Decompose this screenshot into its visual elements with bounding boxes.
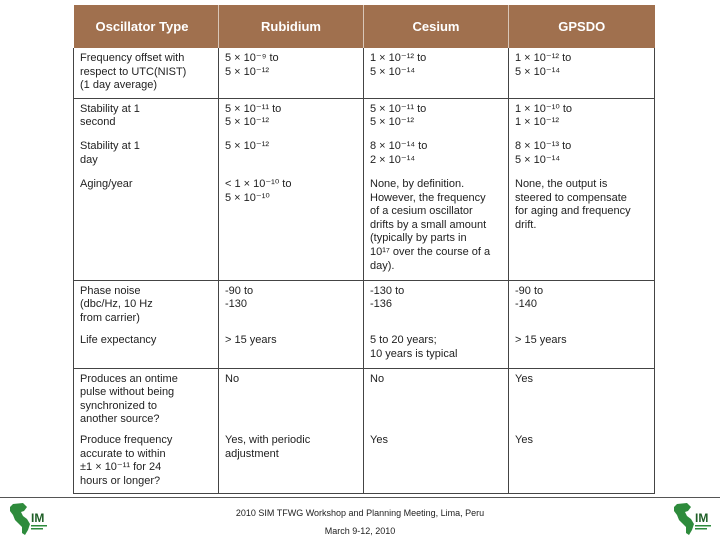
- gpsdo-cell: -90 to -140: [509, 280, 655, 330]
- rubidium-cell: 5 × 10⁻¹¹ to 5 × 10⁻¹²: [219, 98, 364, 136]
- row-label: Aging/year: [74, 174, 219, 280]
- rubidium-cell: Yes, with periodic adjustment: [219, 430, 364, 493]
- row-label: Produces an ontime pulse without being synchronized to another source?: [74, 368, 219, 430]
- rubidium-cell: > 15 years: [219, 330, 364, 368]
- logo-text: IM: [31, 511, 45, 525]
- gpsdo-cell: 8 × 10⁻¹³ to 5 × 10⁻¹⁴: [509, 136, 655, 174]
- header-rubidium: Rubidium: [219, 5, 364, 48]
- oscillator-comparison-table: [73, 5, 655, 494]
- header-oscillator-type: Oscillator Type: [74, 5, 219, 48]
- table-row: [74, 430, 655, 493]
- gpsdo-cell: Yes: [509, 368, 655, 430]
- rubidium-cell: No: [219, 368, 364, 430]
- table-row: [74, 174, 655, 280]
- cesium-cell: No: [364, 368, 509, 430]
- cesium-cell: -130 to -136: [364, 280, 509, 330]
- gpsdo-cell: 1 × 10⁻¹² to 5 × 10⁻¹⁴: [509, 48, 655, 98]
- row-label: Frequency offset with respect to UTC(NIST) (1 day average): [74, 48, 219, 98]
- table-row: [74, 280, 655, 330]
- cesium-cell: 1 × 10⁻¹² to 5 × 10⁻¹⁴: [364, 48, 509, 98]
- logo-text: IM: [695, 511, 709, 525]
- header-gpsdo: GPSDO: [509, 5, 655, 48]
- row-label: Stability at 1 second: [74, 98, 219, 136]
- row-label: Stability at 1 day: [74, 136, 219, 174]
- rubidium-cell: < 1 × 10⁻¹⁰ to 5 × 10⁻¹⁰: [219, 174, 364, 280]
- footer-event-title: 2010 SIM TFWG Workshop and Planning Meeting, Lima, Peru: [235, 508, 485, 518]
- footer-event-date: March 9-12, 2010: [324, 526, 396, 536]
- cesium-cell: Yes: [364, 430, 509, 493]
- table-row: [74, 330, 655, 368]
- rubidium-cell: 5 × 10⁻⁹ to 5 × 10⁻¹²: [219, 48, 364, 98]
- row-label: Produce frequency accurate to within ±1 × 10⁻¹¹ for 24 hours or longer?: [74, 430, 219, 493]
- table-header-row: [74, 5, 655, 48]
- gpsdo-cell: 1 × 10⁻¹⁰ to 1 × 10⁻¹²: [509, 98, 655, 136]
- table-row: [74, 136, 655, 174]
- row-label: Phase noise (dbc/Hz, 10 Hz from carrier): [74, 280, 219, 330]
- gpsdo-cell: Yes: [509, 430, 655, 493]
- cesium-cell: 5 to 20 years; 10 years is typical: [364, 330, 509, 368]
- cesium-cell: 5 × 10⁻¹¹ to 5 × 10⁻¹²: [364, 98, 509, 136]
- row-label: Life expectancy: [74, 330, 219, 368]
- gpsdo-cell: None, the output is steered to compensate for aging and frequency drift.: [509, 174, 655, 280]
- cesium-cell: 8 × 10⁻¹⁴ to 2 × 10⁻¹⁴: [364, 136, 509, 174]
- table-row: [74, 98, 655, 136]
- footer-divider: [0, 497, 720, 498]
- table-row: [74, 48, 655, 98]
- table-row: [74, 368, 655, 430]
- rubidium-cell: 5 × 10⁻¹²: [219, 136, 364, 174]
- gpsdo-cell: > 15 years: [509, 330, 655, 368]
- cesium-cell: None, by definition. However, the frequency of a cesium oscillator drifts by a small amount (typically by parts in 10¹⁷ over the course of a day).: [364, 174, 509, 280]
- rubidium-cell: -90 to -130: [219, 280, 364, 330]
- header-cesium: Cesium: [364, 5, 509, 48]
